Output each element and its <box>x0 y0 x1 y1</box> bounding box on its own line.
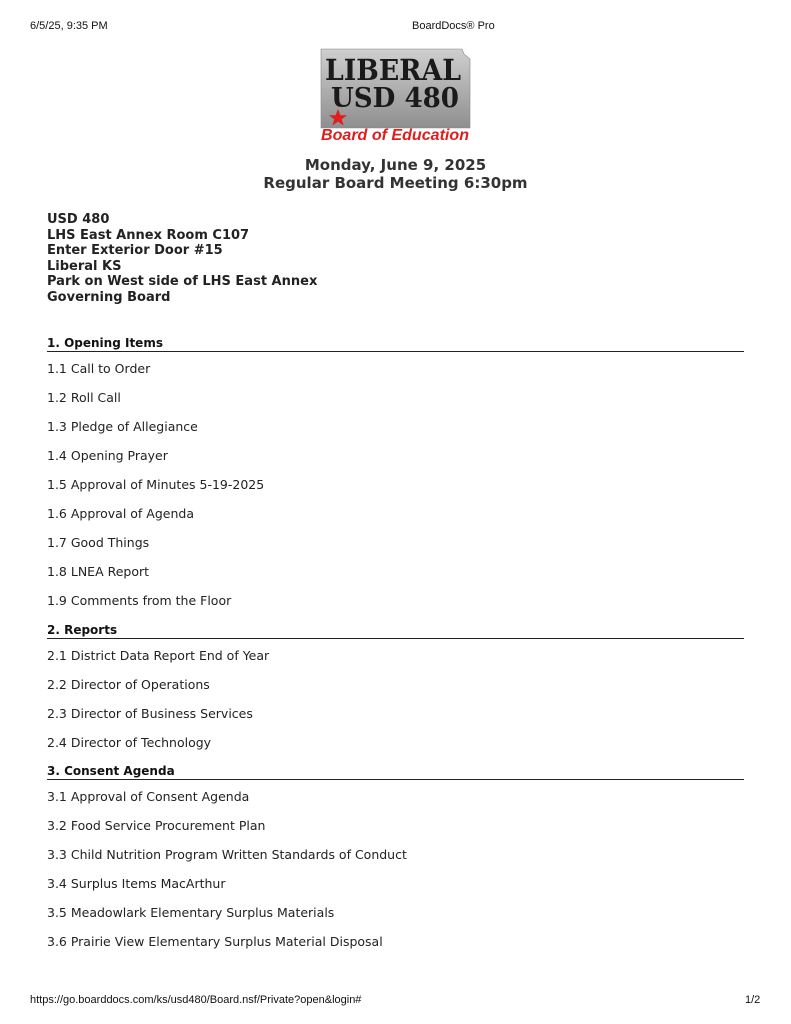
location-line: Enter Exterior Door #15 <box>47 243 223 259</box>
agenda-item[interactable]: 2.1 District Data Report End of Year <box>47 648 270 663</box>
page-number: 1/2 <box>745 994 761 1006</box>
agenda-item[interactable]: 1.4 Opening Prayer <box>47 448 168 463</box>
location-line: Park on West side of LHS East Annex <box>47 274 318 290</box>
agenda-item[interactable]: 3.6 Prairie View Elementary Surplus Material Disposal <box>47 934 383 949</box>
agenda-item[interactable]: 2.4 Director of Technology <box>47 735 212 750</box>
section-opening-items[interactable]: 1. Opening Items <box>47 336 744 352</box>
agenda-item[interactable]: 2.3 Director of Business Services <box>47 706 253 721</box>
location-line: USD 480 <box>47 212 110 227</box>
agenda-item[interactable]: 1.2 Roll Call <box>47 390 121 405</box>
location-line: LHS East Annex Room C107 <box>47 227 250 243</box>
agenda-item[interactable]: 1.8 LNEA Report <box>47 564 150 579</box>
agenda-item[interactable]: 1.1 Call to Order <box>47 361 151 376</box>
agenda-item[interactable]: 3.4 Surplus Items MacArthur <box>47 876 226 891</box>
agenda-item[interactable]: 3.5 Meadowlark Elementary Surplus Materials <box>47 905 335 920</box>
meeting-location <box>47 212 317 306</box>
meeting-name: Regular Board Meeting 6:30pm <box>263 174 528 192</box>
agenda-item[interactable]: 1.5 Approval of Minutes 5-19-2025 <box>47 477 265 492</box>
print-datetime: 6/5/25, 9:35 PM <box>30 20 108 32</box>
location-line: Governing Board <box>47 289 171 305</box>
district-logo <box>320 48 472 144</box>
logo-tagline: Board of Education <box>321 127 470 144</box>
agenda-item[interactable]: 1.9 Comments from the Floor <box>47 593 232 608</box>
meeting-date: Monday, June 9, 2025 <box>304 156 487 174</box>
section-consent-agenda[interactable]: 3. Consent Agenda <box>47 764 744 780</box>
agenda-item[interactable]: 1.7 Good Things <box>47 535 150 550</box>
print-app-title: BoardDocs® Pro <box>412 20 495 32</box>
agenda-item[interactable]: 3.3 Child Nutrition Program Written Standards of Conduct <box>47 847 407 862</box>
agenda-item[interactable]: 1.3 Pledge of Allegiance <box>47 419 198 434</box>
logo-line-1: LIBERAL <box>325 53 461 87</box>
agenda-item[interactable]: 3.1 Approval of Consent Agenda <box>47 789 250 804</box>
section-reports[interactable]: 2. Reports <box>47 623 744 639</box>
logo-line-2: USD 480 <box>331 83 459 114</box>
location-line: Liberal KS <box>47 258 122 274</box>
agenda-item[interactable]: 1.6 Approval of Agenda <box>47 506 195 521</box>
agenda-item[interactable]: 3.2 Food Service Procurement Plan <box>47 818 266 833</box>
print-url: https://go.boarddocs.com/ks/usd480/Board.nsf/Private?open&login# <box>30 994 362 1006</box>
agenda-item[interactable]: 2.2 Director of Operations <box>47 677 210 692</box>
